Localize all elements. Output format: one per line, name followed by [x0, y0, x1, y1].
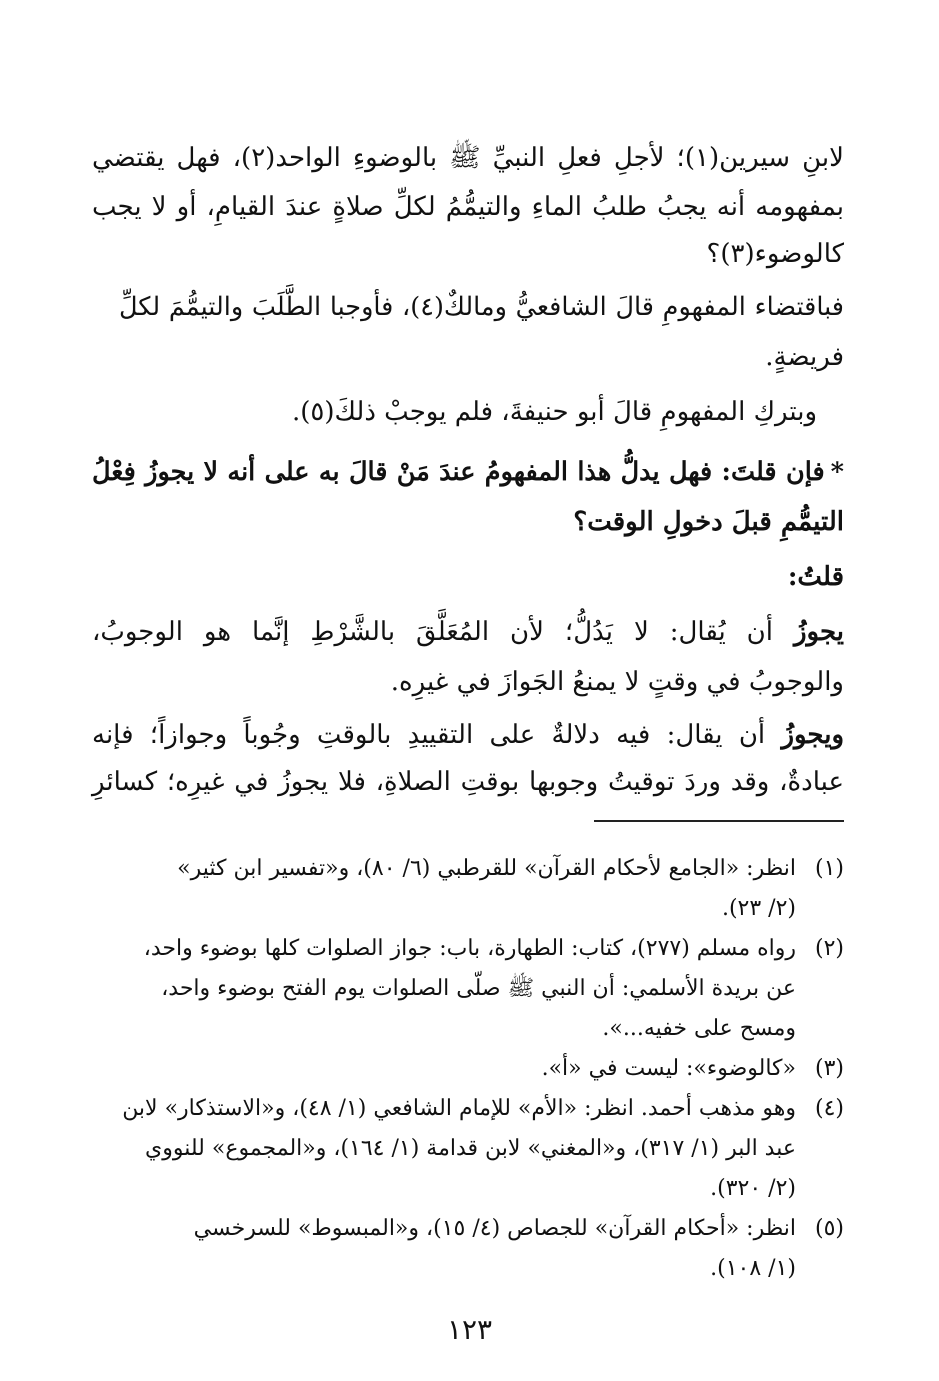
- footnote-line: عن بريدة الأسلمي: أن النبي ﷺ صلّى الصلوات يوم الفتح بوضوء واحد،: [161, 976, 796, 1001]
- lead-word: يجوزُ: [793, 617, 844, 647]
- footnote-number: (٤): [814, 1096, 844, 1121]
- footnote-text: انظر: «أحكام القرآن» للجصاص (٤/ ١٥)، و«المبسوط» للسرخسي: [193, 1216, 796, 1241]
- footnote-text: انظر: «الجامع لأحكام القرآن» للقرطبي (٦/ ٨٠)، و«تفسير ابن كثير»: [177, 856, 796, 881]
- footnote-text: رواه مسلم (٢٧٧)، كتاب: الطهارة، باب: جواز الصلوات كلها بوضوء واحد،: [143, 936, 796, 961]
- footnote-line: [92, 850, 844, 888]
- body-line: فباقتضاء المفهومِ قالَ الشافعيُّ ومالكٌ(٤)، فأوجبا الطَّلَبَ والتيمُّمَ لكلِّ: [119, 292, 844, 322]
- body-line: والوجوبُ في وقتٍ لا يمنعُ الجَوازَ في غيرِه.: [390, 667, 844, 697]
- body-line: كالوضوء(٣)؟: [706, 239, 844, 269]
- footnote-line: [92, 1090, 844, 1128]
- footnote-line: (١/ ١٠٨).: [710, 1256, 796, 1281]
- body-line: بمفهومه أنه يجبُ طلبُ الماءِ والتيمُّمُ لكلِّ صلاةٍ عندَ القيامِ، أو لا يجب: [92, 192, 844, 222]
- footnote-line: [92, 1210, 844, 1248]
- question-text: فإن قلتَ: فهل يدلُّ هذا المفهومُ عندَ مَنْ قالَ به على أنه لا يجوزُ فِعْلُ: [92, 457, 825, 487]
- footnote-number: (١): [814, 856, 844, 881]
- line-text: أن يُقال: لا يَدُلُّ؛ لأن المُعَلَّقَ بالشَّرْطِ إنَّما هو الوجوبُ،: [92, 617, 794, 647]
- line-text: أن يقال: فيه دلالةٌ على التقييدِ بالوقتِ وجُوباً وجوازاً؛ فإنه: [92, 720, 782, 750]
- star-marker: *: [830, 457, 844, 487]
- answer-heading: قلتُ:: [787, 562, 844, 592]
- footnote-number: (٢): [814, 936, 844, 961]
- body-line: وبتركِ المفهومِ قالَ أبو حنيفةَ، فلم يوجبْ ذلكَ(٥).: [291, 397, 817, 427]
- footnote-number: (٣): [814, 1056, 844, 1081]
- footnote-number: (٥): [814, 1216, 844, 1241]
- body-line: [92, 713, 844, 757]
- footnote-line: [92, 930, 844, 968]
- body-line: لابنِ سيرين(١)؛ لأجلِ فعلِ النبيِّ ﷺ بالوضوءِ الواحد(٢)، فهل يقتضي: [92, 143, 844, 173]
- footnote-text: وهو مذهب أحمد. انظر: «الأم» للإمام الشافعي (١/ ٤٨)، و«الاستذكار» لابن: [122, 1096, 796, 1121]
- body-line: عبادةٌ، وقد وردَ توقيتُ وجوبها بوقتِ الصلاةِ، فلا يجوزُ في غيرِه؛ كسائرِ: [92, 767, 844, 797]
- lead-word: ويجوزُ: [781, 720, 844, 750]
- body-line: [92, 610, 844, 654]
- question-line: التيمُّمِ قبلَ دخولِ الوقت؟: [573, 507, 844, 537]
- page-number: ١٢٣: [446, 1313, 493, 1346]
- body-line: فريضةٍ.: [765, 342, 844, 372]
- footnote-line: عبد البر (١/ ٣١٧)، و«المغني» لابن قدامة (١/ ١٦٤)، و«المجموع» للنووي: [145, 1136, 796, 1161]
- footnote-divider: [594, 820, 844, 822]
- footnote-line: [92, 1050, 844, 1088]
- footnote-line: ومسح على خفيه...».: [602, 1016, 796, 1041]
- footnote-line: (٢/ ٣٢٠).: [710, 1176, 796, 1201]
- footnote-text: «كالوضوء»: ليست في «أ».: [541, 1056, 796, 1081]
- footnote-line: (٢/ ٢٣).: [721, 896, 796, 921]
- question-line: [92, 450, 844, 494]
